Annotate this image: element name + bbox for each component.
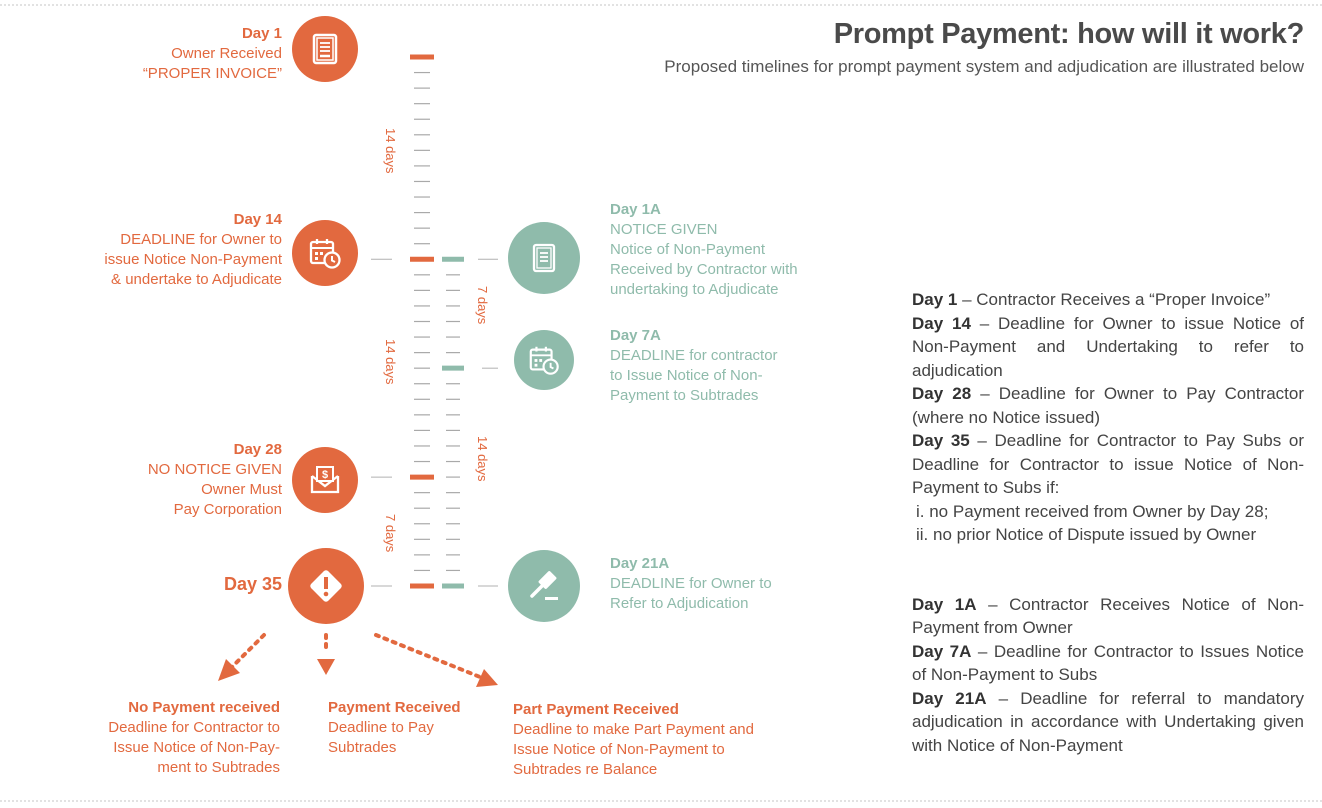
day35-label <box>224 574 282 594</box>
day7a-label <box>610 326 778 406</box>
summary-item <box>912 312 1304 383</box>
svg-text:$: $ <box>321 469 329 481</box>
summary-day: Day 14 <box>912 313 971 333</box>
outcome-line: Deadline for Contractor to <box>108 719 280 736</box>
day1a-line: NOTICE GIVEN <box>610 221 718 238</box>
day1a-line: Received by Contractor with <box>610 261 798 278</box>
outcome-part-payment <box>513 700 754 780</box>
outcome-title: No Payment received <box>128 699 280 716</box>
summary-item <box>912 593 1304 640</box>
summary-day: Day 35 <box>912 431 970 450</box>
day14-label <box>104 210 282 290</box>
day21a-line: DEADLINE for Owner to <box>610 575 772 592</box>
day21a-circle <box>508 550 580 622</box>
summary-text: – Deadline for Contractor to Pay Subs or Deadline for Contractor to issue Notice of Non-Payment to Subs if: <box>912 431 1304 497</box>
arrowhead <box>317 659 335 675</box>
invoice-icon <box>308 32 342 66</box>
day14-title: Day 14 <box>233 211 282 228</box>
arrow-part-payment <box>376 635 480 677</box>
summary-text: – Deadline for Contractor to Issues Notice of Non-Payment to Subs <box>912 641 1305 684</box>
day28-label <box>148 440 282 520</box>
summary-subitem: ii. no prior Notice of Dispute issued by Owner <box>916 525 1257 544</box>
summary-text: – Contractor Receives Notice of Non-Payment from Owner <box>912 594 1304 637</box>
day1a-circle <box>508 222 580 294</box>
day1-title: Day 1 <box>241 25 282 42</box>
summary-text: – Deadline for Owner to issue Notice of Non-Payment and Undertaking to refer to adjudication <box>912 313 1304 380</box>
outcome-line: Deadline to Pay <box>328 719 434 736</box>
label-14-days-mid: 14 days <box>383 339 398 385</box>
day1-line: Owner Received <box>171 45 282 62</box>
label-7-days-contractor: 7 days <box>475 286 490 325</box>
day28-line: Pay Corporation <box>173 501 282 518</box>
day21a-title: Day 21A <box>610 555 670 572</box>
day1-label <box>143 24 282 84</box>
day7a-title: Day 7A <box>610 327 661 344</box>
summary-subitem: i. no Payment received from Owner by Day 28; <box>916 501 1269 521</box>
gavel-icon <box>525 567 563 605</box>
calendar-clock-icon <box>307 235 343 271</box>
day14-line: issue Notice Non-Payment <box>104 251 282 268</box>
day7a-circle <box>514 330 574 390</box>
label-14-days-top: 14 days <box>383 128 398 174</box>
bottom-divider <box>0 800 1322 802</box>
summary-item <box>912 687 1304 758</box>
outcome-payment <box>328 698 461 758</box>
day14-circle <box>292 220 358 286</box>
day14-line: DEADLINE for Owner to <box>120 231 282 248</box>
day1-line: “PROPER INVOICE” <box>142 65 282 82</box>
timeline-ticks <box>0 0 520 620</box>
day1a-line: undertaking to Adjudicate <box>610 281 779 298</box>
document-icon <box>527 241 561 275</box>
outcome-title: Part Payment Received <box>513 701 679 718</box>
day1-circle <box>292 16 358 82</box>
summary-text: – Deadline for Owner to Pay Contractor (where no Notice issued) <box>912 384 1304 427</box>
outcome-no-payment <box>108 698 280 778</box>
day1a-title: Day 1A <box>610 201 661 218</box>
outcome-line: ment to Subtrades <box>157 759 280 776</box>
page-subtitle: Proposed timelines for prompt payment system and adjudication are illustrated below <box>664 57 1304 76</box>
label-14-days-contractor: 14 days <box>475 436 490 482</box>
warning-icon <box>306 566 346 606</box>
day1a-line: Notice of Non-Payment <box>610 241 766 258</box>
summary-text: – Contractor Receives a “Proper Invoice” <box>957 290 1271 309</box>
summary-day: Day 7A <box>912 641 972 661</box>
summary-text: – Deadline for referral to mandatory adjudication in accordance with Undertaking given with Notice of Non-Payment <box>912 688 1304 755</box>
day28-line: NO NOTICE GIVEN <box>147 461 282 478</box>
day7a-line: DEADLINE for contractor <box>610 347 778 364</box>
money-envelope-icon <box>307 462 343 498</box>
outcome-line: Subtrades re Balance <box>513 761 658 778</box>
summary-item <box>912 288 1304 312</box>
day35-title: Day 35 <box>223 574 282 594</box>
outcome-line: Issue Notice of Non-Pay- <box>113 739 280 756</box>
calendar-clock-icon <box>527 343 561 377</box>
summary-day: Day 21A <box>912 688 987 708</box>
summary-panel <box>912 288 1304 757</box>
summary-day: Day 28 <box>912 384 972 403</box>
summary-item <box>912 429 1304 500</box>
arrow-no-payment <box>232 635 264 667</box>
page-title: Prompt Payment: how will it work? <box>833 18 1304 50</box>
day14-line: & undertake to Adjudicate <box>111 271 282 288</box>
outcome-line: Deadline to make Part Payment and <box>513 721 754 738</box>
day1a-label <box>610 200 798 300</box>
summary-item <box>912 382 1304 429</box>
summary-day: Day 1A <box>912 594 977 614</box>
day28-title: Day 28 <box>233 441 282 458</box>
day7a-line: to Issue Notice of Non- <box>610 367 763 384</box>
day35-circle <box>288 548 364 624</box>
day7a-line: Payment to Subtrades <box>610 387 759 404</box>
outcome-line: Issue Notice of Non-Payment to <box>513 741 725 758</box>
summary-item <box>912 640 1304 687</box>
summary-day: Day 1 <box>912 290 958 309</box>
outcome-title: Payment Received <box>328 699 461 716</box>
day28-circle <box>292 447 358 513</box>
day21a-line: Refer to Adjudication <box>610 595 749 612</box>
outcome-line: Subtrades <box>328 739 397 756</box>
day28-line: Owner Must <box>201 481 282 498</box>
label-7-days-owner: 7 days <box>383 514 398 553</box>
day21a-label <box>610 554 772 614</box>
